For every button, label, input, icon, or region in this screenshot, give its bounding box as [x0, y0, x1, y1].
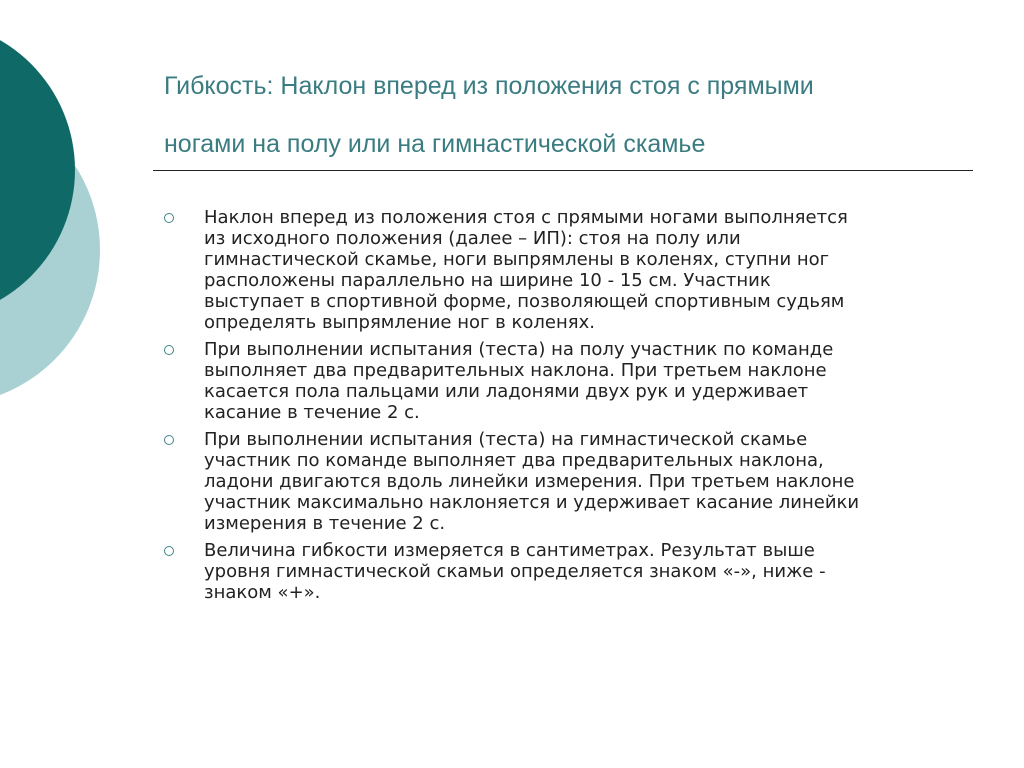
bullet-text-line: Наклон вперед из положения стоя с прямыми ногами выполняется — [204, 207, 848, 228]
title-divider — [153, 170, 973, 171]
hollow-circle-bullet-icon — [164, 345, 174, 355]
bullet-text-line: касание в течение 2 с. — [204, 402, 420, 423]
bullet-item — [164, 207, 964, 333]
bullet-text-line: выступает в спортивной форме, позволяющей спортивным судьям — [204, 291, 845, 312]
bullet-text-line: измерения в течение 2 с. — [204, 513, 446, 534]
bullet-text-line: уровня гимнастической скамьи определяется знаком «-», ниже - — [204, 561, 826, 582]
bullet-text-line: участник по команде выполняет два предварительных наклона, — [204, 450, 824, 471]
slide-title-line: ногами на полу или на гимнастической скамье — [164, 130, 706, 158]
bullet-text-line: участник максимально наклоняется и удерживает касание линейки — [204, 492, 860, 513]
slide-title-line: Гибкость: Наклон вперед из положения стоя с прямыми — [164, 72, 814, 100]
hollow-circle-bullet-icon — [164, 435, 174, 445]
bullet-text-line: знаком «+». — [204, 582, 321, 603]
bullet-text-line: Величина гибкости измеряется в сантиметрах. Результат выше — [204, 540, 815, 561]
bullet-text-line: При выполнении испытания (теста) на гимнастической скамье — [204, 429, 808, 450]
bullet-text-line: При выполнении испытания (теста) на полу участник по команде — [204, 339, 834, 360]
bullet-text-line: гимнастической скамье, ноги выпрямлены в коленях, ступни ног — [204, 249, 830, 270]
bullet-list — [164, 207, 964, 609]
bullet-text-line: выполняет два предварительных наклона. При третьем наклоне — [204, 360, 827, 381]
bullet-item — [164, 540, 964, 603]
bullet-text-line: из исходного положения (далее – ИП): стоя на полу или — [204, 228, 741, 249]
bullet-text-line: определять выпрямление ног в коленях. — [204, 312, 595, 333]
hollow-circle-bullet-icon — [164, 213, 174, 223]
bullet-text-line: ладони двигаются вдоль линейки измерения. При третьем наклоне — [204, 471, 855, 492]
bullet-item — [164, 429, 964, 534]
slide-title — [164, 57, 964, 173]
hollow-circle-bullet-icon — [164, 546, 174, 556]
bullet-text-line: касается пола пальцами или ладонями двух рук и удерживает — [204, 381, 809, 402]
bullet-item — [164, 339, 964, 423]
bullet-text-line: расположены параллельно на ширине 10 - 15 см. Участник — [204, 270, 771, 291]
